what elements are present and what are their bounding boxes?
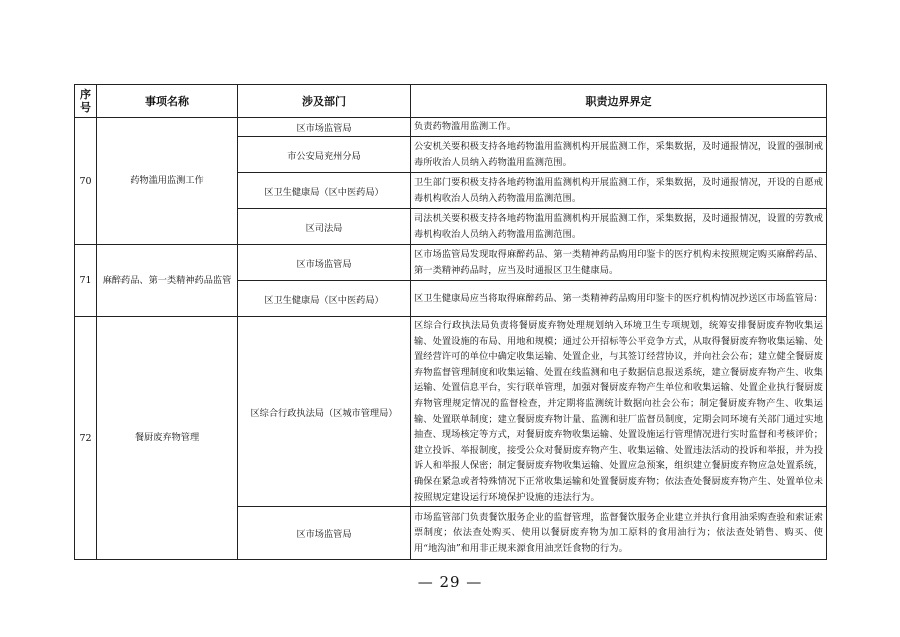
item-name: 药物滥用监测工作 bbox=[97, 118, 238, 245]
department: 区综合行政执法局（区城市管理局） bbox=[238, 317, 411, 507]
table-row bbox=[75, 245, 827, 281]
header-duty-boundary: 职责边界界定 bbox=[411, 85, 827, 118]
header-department: 涉及部门 bbox=[238, 85, 411, 118]
item-name: 餐厨废弃物管理 bbox=[97, 317, 238, 560]
row-number: 70 bbox=[75, 118, 97, 245]
duty-description: 卫生部门要积极支持各地药物滥用监测机构开展监测工作，采集数据，及时通报情况，开设的自愿戒毒机构收治人员纳入药物滥用监测范围。 bbox=[411, 173, 827, 209]
header-serial-number: 序号 bbox=[75, 85, 97, 118]
department: 市公安局兖州分局 bbox=[238, 137, 411, 173]
item-name: 麻醉药品、第一类精神药品监管 bbox=[97, 245, 238, 317]
row-number: 71 bbox=[75, 245, 97, 317]
department: 区市场监管局 bbox=[238, 118, 411, 137]
duty-description: 负责药物滥用监测工作。 bbox=[411, 118, 827, 137]
table-row bbox=[75, 118, 827, 137]
duty-description: 区市场监管局发现取得麻醉药品、第一类精神药品购用印鉴卡的医疗机构未按照规定购买麻醉药品、第一类精神药品时，应当及时通报区卫生健康局。 bbox=[411, 245, 827, 281]
duty-description: 司法机关要积极支持各地药物滥用监测机构开展监测工作，采集数据，及时通报情况，设置的劳教戒毒机构收治人员纳入药物滥用监测范围。 bbox=[411, 209, 827, 245]
department: 区市场监管局 bbox=[238, 507, 411, 560]
duty-description: 市场监管部门负责餐饮服务企业的监督管理，监督餐饮服务企业建立并执行食用油采购查验和索证索票制度；依法查处购买、使用以餐厨废弃物为加工原料的食用油行为；依法查处销售、购买、使用“地沟油”和用非正规来源食用油烹饪食物的行为。 bbox=[411, 507, 827, 560]
department: 区卫生健康局（区中医药局） bbox=[238, 173, 411, 209]
duty-description: 区综合行政执法局负责将餐厨废弃物处理规划纳入环境卫生专项规划，统筹安排餐厨废弃物收集运输、处置设施的布局、用地和规模；通过公开招标等公平竞争方式，从取得餐厨废弃物收集运输、处置经营许可的单位中确定收集运输、处置企业，与其签订经营协议，并向社会公布；建立健全餐厨废弃物监督管理制度和收集运输、处置在线监测和电子数据信息报送系统，建立餐厨废弃物产生、收集运输、处置信息平台，实行联单管理，加强对餐厨废弃物产生单位和收集运输、处置企业执行餐厨废弃物管理规定情况的监督检查，并定期将监测统计数据向社会公布；制定餐厨废弃物产生、收集运输、处置联单制度；建立餐厨废弃物计量、监测和驻厂监督员制度，定期会同环境有关部门通过实地抽查、现场核定等方式，对餐厨废弃物收集运输、处置设施运行管理情况进行实时监督和考核评价；建立投诉、举报制度，接受公众对餐厨废弃物产生、收集运输、处置违法活动的投诉和举报，并为投诉人和举报人保密；制定餐厨废弃物收集运输、处置应急预案，组织建立餐厨废弃物应急处置系统，确保在紧急或者特殊情况下正常收集运输和处置餐厨废弃物；依法查处餐厨废弃物产生、处置单位未按照规定建设运行环境保护设施的违法行为。 bbox=[411, 317, 827, 507]
duty-description: 区卫生健康局应当将取得麻醉药品、第一类精神药品购用印鉴卡的医疗机构情况抄送区市场监管局： bbox=[411, 281, 827, 317]
table-header-row bbox=[75, 85, 827, 118]
department: 区司法局 bbox=[238, 209, 411, 245]
duty-boundary-table bbox=[74, 84, 827, 560]
header-item-name: 事项名称 bbox=[97, 85, 238, 118]
department: 区市场监管局 bbox=[238, 245, 411, 281]
duty-description: 公安机关要积极支持各地药物滥用监测机构开展监测工作，采集数据，及时通报情况，设置的强制戒毒所收治人员纳入药物滥用监测范围。 bbox=[411, 137, 827, 173]
department: 区卫生健康局（区中医药局） bbox=[238, 281, 411, 317]
table-row bbox=[75, 317, 827, 507]
page-number: — 29 — bbox=[417, 573, 483, 591]
row-number: 72 bbox=[75, 317, 97, 560]
